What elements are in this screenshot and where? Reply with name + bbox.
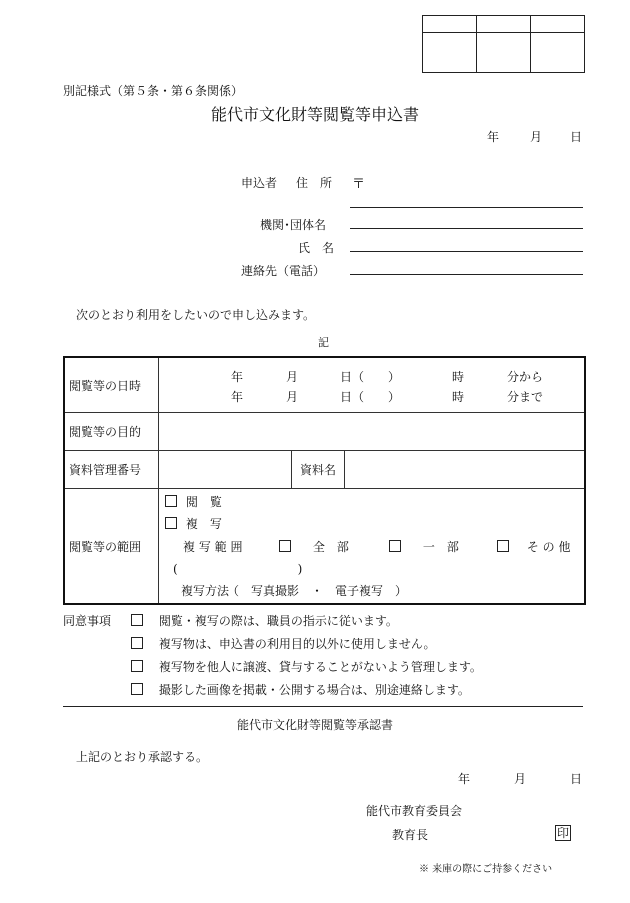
section-divider xyxy=(63,706,583,707)
name-label: 氏 名 xyxy=(298,241,335,255)
dt2-month: 月 xyxy=(286,390,299,404)
copy-method-value: （ 写真撮影 ・ 電子複写 ） xyxy=(227,584,408,598)
dt1-year: 年 xyxy=(231,370,244,384)
consent-checkbox-4[interactable] xyxy=(131,683,143,695)
purpose-label: 閲覧等の目的 xyxy=(64,413,159,451)
contact-label: 連絡先（電話） xyxy=(241,264,326,278)
postal-mark: 〒 xyxy=(352,177,366,192)
material-no-label: 資料管理番号 xyxy=(64,451,159,489)
datetime-cell[interactable] xyxy=(159,357,586,413)
consent-item-2: 複写物は、申込書の利用目的以外に使用しません。 xyxy=(158,637,436,651)
material-name-label: 資料名 xyxy=(292,451,345,489)
org-line[interactable] xyxy=(350,228,583,229)
org-label: 機関･団体名 xyxy=(260,218,327,232)
copy-other-checkbox[interactable] xyxy=(497,540,509,552)
scope-copy-checkbox[interactable] xyxy=(165,517,177,529)
approval-date-month: 月 xyxy=(514,772,527,786)
application-table xyxy=(63,356,586,605)
material-no-cell[interactable] xyxy=(159,451,292,489)
dt2-suffix: 分まで xyxy=(507,390,544,404)
stamp-boxes xyxy=(422,15,585,73)
scope-cell xyxy=(159,489,586,605)
approval-org: 能代市教育委員会 xyxy=(366,804,463,818)
name-line[interactable] xyxy=(350,251,583,252)
stamp-box-1 xyxy=(423,33,477,73)
scope-label: 閲覧等の範囲 xyxy=(64,489,159,605)
copy-all-label: 全 部 xyxy=(312,540,349,554)
dt2-year: 年 xyxy=(231,390,244,404)
stamp-box-header-3 xyxy=(531,16,585,33)
scope-browse-checkbox[interactable] xyxy=(165,495,177,507)
approval-date-day: 日 xyxy=(570,772,583,786)
consent-checkbox-1[interactable] xyxy=(131,614,143,626)
dt1-suffix: 分から xyxy=(507,370,544,384)
form-label: 別記様式（第５条・第６条関係） xyxy=(63,84,244,98)
scope-browse-label: 閲 覧 xyxy=(185,495,222,509)
stamp-box-header-2 xyxy=(477,16,531,33)
stamp-box-3 xyxy=(531,33,585,73)
scope-copy-label: 複 写 xyxy=(185,517,222,531)
ki-label: 記 xyxy=(318,336,329,349)
date-day: 日 xyxy=(570,130,583,144)
stamp-box-header-1 xyxy=(423,16,477,33)
approval-position: 教育長 xyxy=(392,828,429,842)
consent-item-3: 複写物を他人に譲渡、貸与することがないよう管理します。 xyxy=(158,660,482,674)
other-paren-field[interactable]: ( ) xyxy=(173,562,303,576)
address-line[interactable] xyxy=(350,207,583,208)
date-month: 月 xyxy=(530,130,543,144)
consent-item-4: 撮影した画像を掲載・公開する場合は、別途連絡します。 xyxy=(158,683,470,697)
approval-date-year: 年 xyxy=(458,772,471,786)
footer-note: ※ 来庫の際にご持参ください xyxy=(419,864,553,875)
form-title: 能代市文化財等閲覧等申込書 xyxy=(210,105,419,124)
copy-other-label: そ の 他 xyxy=(526,540,571,554)
dt1-month: 月 xyxy=(286,370,299,384)
dt2-hour: 時 xyxy=(452,390,465,404)
copy-part-checkbox[interactable] xyxy=(389,540,401,552)
contact-line[interactable] xyxy=(350,274,583,275)
consent-checkbox-2[interactable] xyxy=(131,637,143,649)
copy-method-label: 複写方法 xyxy=(181,584,230,598)
dt1-hour: 時 xyxy=(452,370,465,384)
consent-checkbox-3[interactable] xyxy=(131,660,143,672)
dt2-day: 日（ ） xyxy=(340,390,401,404)
copy-part-label: 一 部 xyxy=(422,540,459,554)
address-label: 住 所 xyxy=(296,176,333,190)
material-name-cell[interactable] xyxy=(345,451,586,489)
dt1-day: 日（ ） xyxy=(340,370,401,384)
stamp-box-2 xyxy=(477,33,531,73)
datetime-label: 閲覧等の日時 xyxy=(64,357,159,413)
consent-label: 同意事項 xyxy=(63,614,112,628)
intro-text: 次のとおり利用をしたいので申し込みます。 xyxy=(76,308,316,322)
copy-range-label: 複 写 範 囲 xyxy=(183,540,243,554)
date-year: 年 xyxy=(487,130,500,144)
approval-title: 能代市文化財等閲覧等承認書 xyxy=(236,718,393,732)
applicant-header: 申込者 xyxy=(241,176,278,190)
copy-all-checkbox[interactable] xyxy=(279,540,291,552)
approval-text: 上記のとおり承認する。 xyxy=(76,750,209,764)
consent-item-1: 閲覧・複写の際は、職員の指示に従います。 xyxy=(158,614,398,628)
purpose-cell[interactable] xyxy=(159,413,586,451)
seal-mark: 印 xyxy=(557,826,570,840)
